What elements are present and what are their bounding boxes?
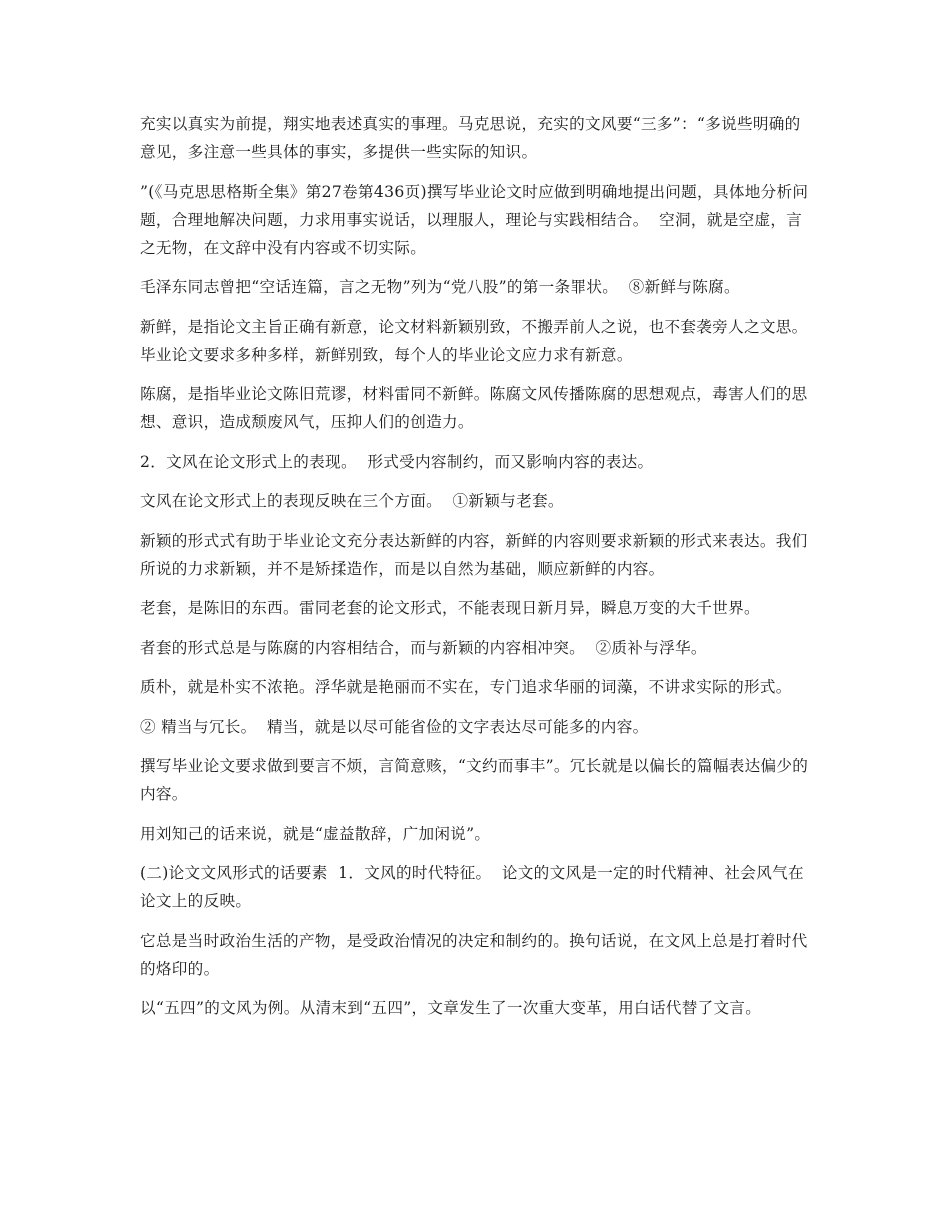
document-body [140, 110, 816, 1034]
paragraph-2: ”(《马克思思格斯全集》第27卷第436页)撰写毕业论文时应做到明确地提出问题，具体地分析问题，合理地解决问题，力求用事实说话，以理服人，理论与实践相结合。 空洞，就是空虚，言之无物，在文辞中没有内容或不切实际。 [140, 182, 809, 257]
paragraph-9: 老套，是陈旧的东西。雷同老套的论文形式，不能表现日新月异，瞬息万变的大千世界。 [140, 599, 760, 617]
paragraph-7: 文风在论文形式上的表现反映在三个方面。 ①新颖与老套。 [140, 492, 564, 510]
paragraph-6: 2．文风在论文形式上的表现。 形式受内容制约，而又影响内容的表达。 [140, 452, 654, 471]
paragraph-3: 毛泽东同志曾把“空话连篇，言之无物”列为“党八股”的第一条罪状。 ⑧新鲜与陈腐。 [140, 278, 740, 296]
paragraph-10: 者套的形式总是与陈腐的内容相结合，而与新颖的内容相冲突。 ②质补与浮华。 [140, 638, 707, 657]
paragraph-17: 以“五四”的文风为例。从清末到“五四”，文章发生了一次重大变革，用白话代替了文言。 [140, 999, 762, 1017]
paragraph-4: 新鲜，是指论文主旨正确有新意，论文材料新颖别致，不搬弄前人之说，也不套袭旁人之文思。毕业论文要求多种多样，新鲜别致，每个人的毕业论文应力求有新意。 [140, 317, 808, 364]
paragraph-13: 撰写毕业论文要求做到要言不烦，言简意赅，“文约而事丰”。冗长就是以偏长的篇幅表达偏少的内容。 [140, 757, 809, 803]
paragraph-8: 新颖的形式式有助于毕业论文充分表达新鲜的内容，新鲜的内容则要求新颖的形式来表达。我们所说的力求新颖，并不是矫揉造作，而是以自然为基础，顺应新鲜的内容。 [140, 531, 808, 578]
paragraph-12: ② 精当与冗长。 精当，就是以尽可能省俭的文字表达尽可能多的内容。 [140, 717, 649, 736]
paragraph-5: 陈腐，是指毕业论文陈旧荒谬，材料雷同不新鲜。陈腐文风传播陈腐的思想观点，毒害人们的思想、意识，造成颓废风气，压抑人们的创造力。 [140, 385, 808, 431]
paragraph-1: 充实以真实为前提，翔实地表述真实的事理。马克思说，充实的文风要“三多”：“多说些明确的意见，多注意一些具体的事实，多提供一些实际的知识。 [140, 115, 801, 161]
paragraph-15: (二)论文文风形式的话要素 1．文风的时代特征。 论文的文风是一定的时代精神、社会风气在论文上的反映。 [140, 864, 804, 910]
paragraph-11: 质朴，就是朴实不浓艳。浮华就是艳丽而不实在，专门追求华丽的词藻，不讲求实际的形式。 [140, 678, 792, 696]
paragraph-16: 它总是当时政治生活的产物，是受政治情况的决定和制约的。换句话说，在文风上总是打着时代的烙印的。 [140, 931, 808, 978]
paragraph-14: 用刘知己的话来说，就是“虚益散辞，广加闲说”。 [140, 824, 491, 843]
